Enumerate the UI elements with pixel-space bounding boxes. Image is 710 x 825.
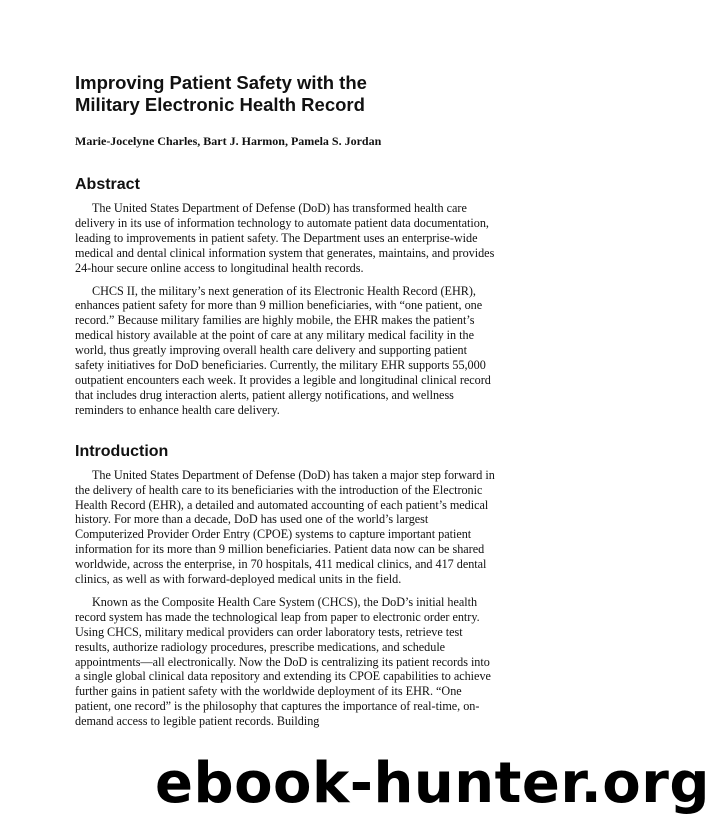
watermark-text: ebook-hunter.org xyxy=(155,751,710,816)
abstract-heading: Abstract xyxy=(75,176,140,193)
watermark-banner xyxy=(0,748,710,825)
paper-title xyxy=(75,72,495,116)
introduction-paragraph: The United States Department of Defense (DoD) has taken a major step forward in the delivery of health care to its beneficiaries with the introduction of the Electronic Health Record (EHR), a detailed and automated accounting of each patient’s medical history. For more than a decade, DoD has used one of the world’s largest Computerized Provider Order Entry (CPOE) systems to capture important patient information for its more than 9 million beneficiaries. Patient data now can be shared worldwide, across the enterprise, in 70 hospitals, 411 medical clinics, and 417 dental clinics, as well as with forward-deployed medical units in the field. xyxy=(75,467,495,587)
author-list: Marie-Jocelyne Charles, Bart J. Harmon, Pamela S. Jordan xyxy=(75,134,382,148)
title-line-2: Military Electronic Health Record xyxy=(75,94,365,115)
page-content xyxy=(75,72,495,737)
abstract-paragraph: CHCS II, the military’s next generation of its Electronic Health Record (EHR), enhances patient safety for more than 9 million beneficiaries, with “one patient, one record.” Because military families are highly mobile, the EHR makes the patient’s medical history available at the point of care at any military medical facility in the world, thus greatly improving overall health care delivery and supporting patient safety initiatives for DoD beneficiaries. Currently, the military EHR supports 55,000 outpatient encounters each week. It provides a legible and longitudinal clinical record that includes drug interaction alerts, patient allergy notifications, and wellness reminders to enhance health care delivery. xyxy=(75,283,491,417)
title-line-1: Improving Patient Safety with the xyxy=(75,72,367,93)
introduction-heading: Introduction xyxy=(75,442,169,460)
introduction-paragraph: Known as the Composite Health Care System (CHCS), the DoD’s initial health record system has made the technological leap from paper to electronic order entry. Using CHCS, military medical providers can order laboratory tests, retrieve test results, authorize radiology procedures, prescribe medications, and schedule appointments—all electronically. Now the DoD is centralizing its patient records into a single global clinical data repository and extending its CPOE capabilities to achieve further gains in patient safety with the worldwide deployment of its EHR. “One patient, one record” is the philosophy that captures the importance of real-time, on-demand access to legible patient records. Building xyxy=(75,594,491,729)
abstract-paragraph: The United States Department of Defense (DoD) has transformed health care delivery in its use of information technology to automate patient data documentation, leading to improvements in patient safety. The Department uses an enterprise-wide medical and dental clinical information system that generates, maintains, and provides 24-hour secure online access to longitudinal health records. xyxy=(75,201,495,275)
